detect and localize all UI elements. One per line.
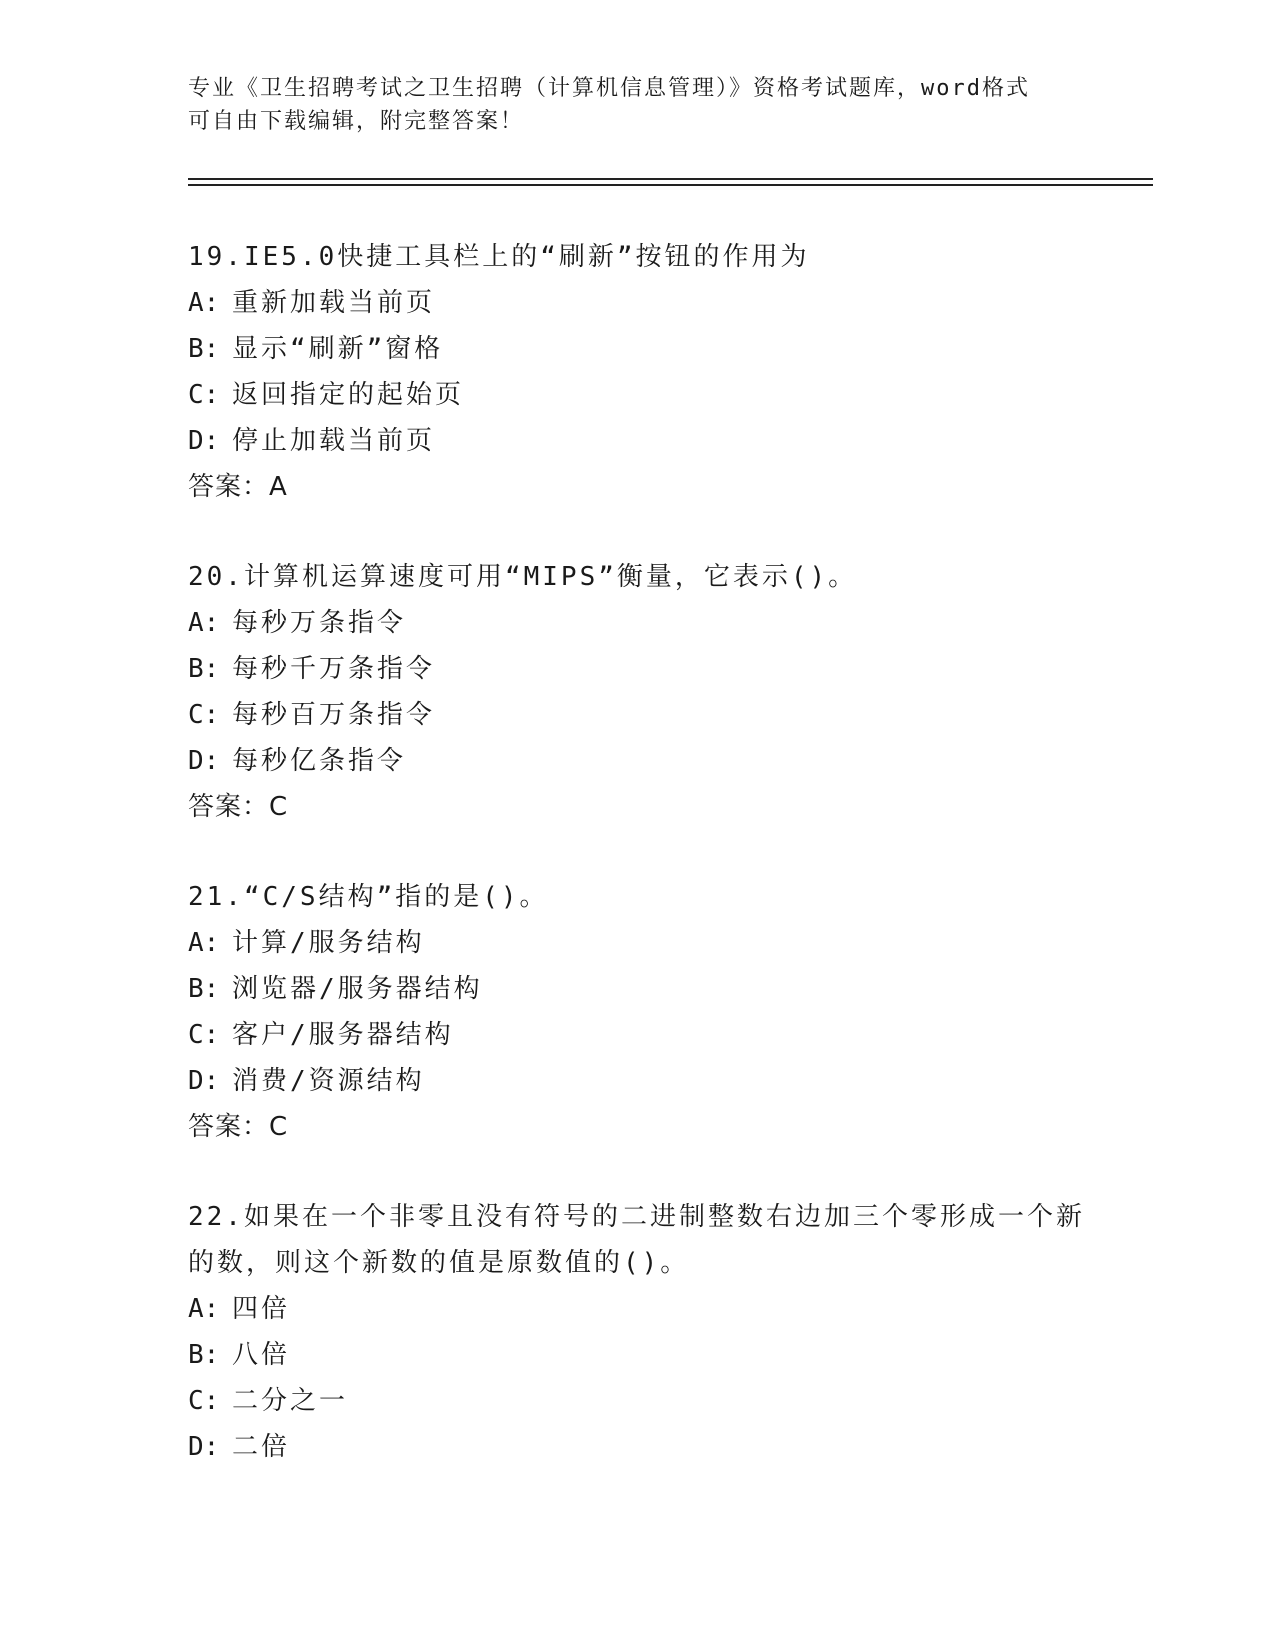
question-22 xyxy=(188,1194,1088,1470)
option-b xyxy=(188,1332,1088,1378)
option-text: 返回指定的起始页 xyxy=(232,380,465,410)
option-c xyxy=(188,1012,1088,1058)
option-letter: C: xyxy=(188,1020,220,1050)
option-text: 每秒千万条指令 xyxy=(232,654,436,684)
option-letter: C: xyxy=(188,700,220,730)
option-letter: A: xyxy=(188,608,220,638)
option-letter: D: xyxy=(188,1432,220,1462)
question-20 xyxy=(188,554,1088,830)
option-letter: A: xyxy=(188,1294,220,1324)
option-letter: B: xyxy=(188,974,220,1004)
option-text: 二分之一 xyxy=(232,1386,349,1416)
question-stem: 20.计算机运算速度可用“MIPS”衡量，它表示()。 xyxy=(188,562,858,592)
option-letter: C: xyxy=(188,1386,220,1416)
document-header xyxy=(188,72,1088,138)
option-letter: A: xyxy=(188,928,220,958)
option-text: 每秒亿条指令 xyxy=(232,746,407,776)
question-21 xyxy=(188,874,1088,1150)
option-d xyxy=(188,418,1088,464)
answer-line: 答案：A xyxy=(188,472,288,502)
option-letter: B: xyxy=(188,654,220,684)
option-text: 显示“刷新”窗格 xyxy=(232,334,444,364)
question-stem: 21.“C/S结构”指的是()。 xyxy=(188,882,549,912)
option-text: 重新加载当前页 xyxy=(232,288,436,318)
option-b xyxy=(188,646,1088,692)
option-text: 二倍 xyxy=(232,1432,291,1462)
header-divider-top xyxy=(188,178,1153,180)
option-c xyxy=(188,372,1088,418)
header-line-2: 可自由下载编辑，附完整答案！ xyxy=(188,109,525,134)
option-text: 消费/资源结构 xyxy=(232,1066,425,1096)
header-divider-bottom xyxy=(188,184,1153,186)
option-letter: C: xyxy=(188,380,220,410)
option-text: 浏览器/服务器结构 xyxy=(232,974,483,1004)
option-a xyxy=(188,1286,1088,1332)
question-19 xyxy=(188,234,1088,510)
option-a xyxy=(188,280,1088,326)
question-stem-line-1: 22.如果在一个非零且没有符号的二进制整数右边加三个零形成一个新 xyxy=(188,1202,1085,1232)
option-letter: B: xyxy=(188,334,220,364)
option-a xyxy=(188,920,1088,966)
option-letter: D: xyxy=(188,426,220,456)
option-c xyxy=(188,692,1088,738)
option-text: 每秒万条指令 xyxy=(232,608,407,638)
answer-line: 答案：C xyxy=(188,792,289,822)
option-a xyxy=(188,600,1088,646)
option-text: 八倍 xyxy=(232,1340,291,1370)
option-letter: D: xyxy=(188,1066,220,1096)
option-text: 每秒百万条指令 xyxy=(232,700,436,730)
option-letter: D: xyxy=(188,746,220,776)
option-d xyxy=(188,1058,1088,1104)
option-text: 客户/服务器结构 xyxy=(232,1020,454,1050)
option-text: 停止加载当前页 xyxy=(232,426,436,456)
option-b xyxy=(188,966,1088,1012)
option-text: 计算/服务结构 xyxy=(232,928,425,958)
option-letter: A: xyxy=(188,288,220,318)
option-text: 四倍 xyxy=(232,1294,291,1324)
answer-line: 答案：C xyxy=(188,1112,289,1142)
option-d xyxy=(188,738,1088,784)
option-d xyxy=(188,1424,1088,1470)
option-c xyxy=(188,1378,1088,1424)
question-stem-line-2: 的数，则这个新数的值是原数值的()。 xyxy=(188,1248,690,1278)
question-stem: 19.IE5.0快捷工具栏上的“刷新”按钮的作用为 xyxy=(188,242,810,272)
option-b xyxy=(188,326,1088,372)
option-letter: B: xyxy=(188,1340,220,1370)
header-line-1: 专业《卫生招聘考试之卫生招聘（计算机信息管理）》资格考试题库，word格式 xyxy=(188,76,1030,101)
